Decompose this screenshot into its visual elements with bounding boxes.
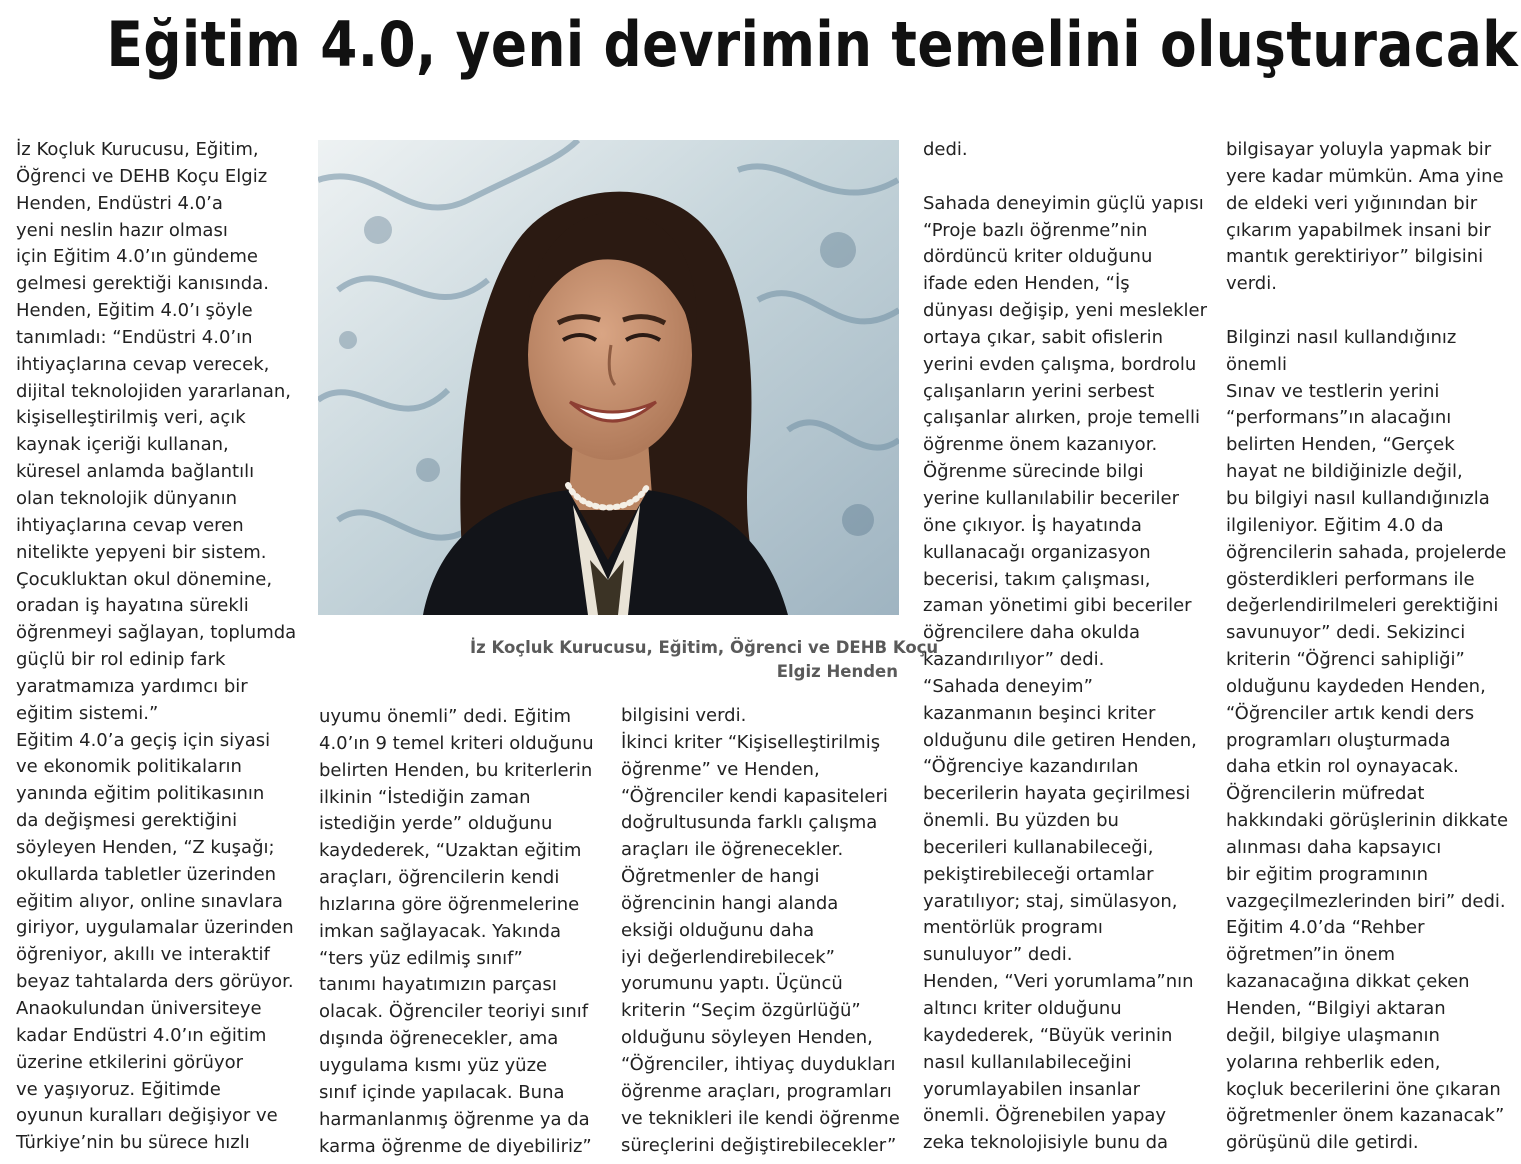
- text-line: “ters yüz edilmiş sınıf”: [319, 947, 523, 969]
- text-line: becerileri kullanabileceği,: [923, 836, 1154, 858]
- text-line: Öğrenci ve DEHB Koçu Elgiz: [16, 165, 268, 187]
- text-line: dışında öğrenecekler, ama: [319, 1028, 559, 1050]
- text-line: yerini evden çalışma, bordrolu: [923, 353, 1197, 375]
- text-line: mentörlük programı: [923, 917, 1103, 939]
- text-line: ve ekonomik politikaların: [16, 756, 242, 778]
- text-line: eğitim alıyor, online sınavlara: [16, 890, 283, 912]
- text-line: verdi.: [1226, 273, 1277, 295]
- text-line: değil, bilgiye ulaşmanın: [1226, 1024, 1440, 1046]
- text-line: Sınav ve testlerin yerini: [1226, 380, 1440, 402]
- text-line: becerilerin hayata geçirilmesi: [923, 783, 1191, 805]
- text-line: da değişmesi gerektiğini: [16, 810, 238, 832]
- text-line: çalışanlar alırken, proje temelli: [923, 407, 1201, 429]
- text-line: sunuluyor” dedi.: [923, 944, 1073, 966]
- text-line: çalışanların yerini serbest: [923, 380, 1155, 402]
- text-line: sınıf içinde yapılacak. Buna: [319, 1081, 565, 1103]
- text-line: 4.0’ın 9 temel kriteri olduğunu: [319, 732, 594, 754]
- text-line: dijital teknolojiden yararlanan,: [16, 380, 291, 402]
- text-line: dünyası değişip, yeni meslekler: [923, 300, 1208, 322]
- text-line: nitelikte yepyeni bir sistem.: [16, 541, 267, 563]
- text-line: önemli. Öğrenebilen yapay: [923, 1105, 1167, 1127]
- text-line: Henden, “Veri yorumlama”nın: [923, 971, 1194, 993]
- text-line: yolarına rehberlik eden,: [1226, 1051, 1441, 1073]
- text-line: Henden, Endüstri 4.0’a: [16, 192, 223, 214]
- photo-caption: [470, 636, 939, 684]
- text-line: ihtiyaçlarına cevap veren: [16, 514, 244, 536]
- text-line: de eldeki veri yığınından bir: [1226, 192, 1478, 214]
- article-column-2: [319, 704, 619, 1160]
- text-line: yerine kullanılabilir beceriler: [923, 487, 1179, 509]
- text-line: “Öğrenciler artık kendi ders: [1226, 702, 1475, 724]
- text-line: “Sahada deneyim”: [923, 675, 1093, 697]
- caption-line-1: İz Koçluk Kurucusu, Eğitim, Öğrenci ve DEHB Koçu: [470, 638, 939, 657]
- text-line: kriterin “Öğrenci sahipliği”: [1226, 649, 1465, 671]
- text-line: bir eğitim programının: [1226, 863, 1429, 885]
- text-line: nasıl kullanılabileceğini: [923, 1051, 1132, 1073]
- text-line: dedi.: [923, 139, 968, 160]
- text-line: araçları ile öğrenecekler.: [621, 839, 844, 861]
- text-line: dördüncü kriter olduğunu: [923, 246, 1153, 268]
- portrait-photo: [318, 140, 899, 615]
- text-line: Eğitim 4.0’da “Rehber: [1226, 917, 1425, 939]
- text-line: Türkiye’nin bu sürece hızlı: [16, 1132, 250, 1154]
- text-line: Sahada deneyimin güçlü yapısı: [923, 192, 1204, 214]
- text-line: Öğrencilerin müfredat: [1226, 783, 1425, 805]
- text-line: olduğunu söyleyen Henden,: [621, 1027, 873, 1049]
- paragraph-gap: [1226, 298, 1521, 325]
- text-line: yorumunu yaptı. Üçüncü: [621, 973, 843, 995]
- text-line: “Öğrenciler kendi kapasiteleri: [621, 785, 888, 807]
- text-line: koçluk becerilerini öne çıkaran: [1226, 1078, 1501, 1100]
- text-line: olduğunu dile getiren Henden,: [923, 729, 1197, 751]
- text-line: “Proje bazlı öğrenme”nin: [923, 219, 1148, 241]
- article-column-3: [621, 703, 921, 1159]
- text-line: yeni neslin hazır olması: [16, 219, 228, 241]
- text-line: gösterdikleri performans ile: [1226, 568, 1475, 590]
- caption-line-2: Elgiz Henden: [776, 662, 898, 681]
- text-line: ilkinin “İstediğin zaman: [319, 786, 531, 808]
- text-line: araçları, öğrencilerin kendi: [319, 867, 560, 889]
- text-line: “Öğrenciler, ihtiyaç duydukları: [621, 1053, 896, 1075]
- text-line: “Öğrenciye kazandırılan: [923, 756, 1139, 778]
- article-headline: Eğitim 4.0, yeni devrimin temelini oluşturacak: [106, 8, 1519, 81]
- text-line: görüşünü dile getirdi.: [1226, 1132, 1419, 1154]
- text-line: becerisi, takım çalışması,: [923, 568, 1151, 590]
- text-line: önemli: [1226, 353, 1288, 375]
- text-line: zaman yönetimi gibi beceriler: [923, 595, 1192, 617]
- text-line: kazandırılıyor” dedi.: [923, 649, 1105, 671]
- text-line: yere kadar mümkün. Ama yine: [1226, 165, 1504, 187]
- text-line: kadar Endüstri 4.0’ın eğitim: [16, 1024, 267, 1046]
- text-line: Anaokulundan üniversiteye: [16, 998, 262, 1019]
- text-line: bilgisayar yoluyla yapmak bir: [1226, 139, 1492, 160]
- text-line: gelmesi gerektiği kanısında.: [16, 273, 269, 295]
- text-line: olacak. Öğrenciler teoriyi sınıf: [319, 1001, 589, 1023]
- text-line: olduğunu kaydeden Henden,: [1226, 675, 1486, 697]
- text-line: bu bilgiyi nasıl kullandığınızla: [1226, 487, 1490, 509]
- article-column-4: [923, 137, 1223, 1157]
- text-line: öğrenme” ve Henden,: [621, 758, 820, 780]
- text-line: oyunun kuralları değişiyor ve: [16, 1105, 278, 1127]
- text-line: kazanmanın beşinci kriter: [923, 702, 1156, 724]
- text-line: eksiği olduğunu daha: [621, 919, 815, 941]
- text-line: ve teknikleri ile kendi öğrenme: [621, 1107, 900, 1129]
- text-line: beyaz tahtalarda ders görüyor.: [16, 971, 294, 993]
- text-line: öğrencinin hangi alanda: [621, 892, 839, 914]
- text-line: belirten Henden, “Gerçek: [1226, 434, 1455, 456]
- text-line: olan teknolojik dünyanın: [16, 487, 238, 509]
- text-line: ilgileniyor. Eğitim 4.0 da: [1226, 514, 1444, 536]
- text-line: vazgeçilmezlerinden biri” dedi.: [1226, 890, 1506, 912]
- text-line: kaydederek, “Büyük verinin: [923, 1024, 1173, 1046]
- text-line: altıncı kriter olduğunu: [923, 998, 1122, 1019]
- text-line: için Eğitim 4.0’ın gündeme: [16, 246, 258, 268]
- text-line: istediğin yerde” olduğunu: [319, 813, 553, 835]
- text-line: “performans”ın alacağını: [1226, 407, 1452, 429]
- text-line: tanımladı: “Endüstri 4.0’ın: [16, 326, 253, 348]
- text-line: öğrenme önem kazanıyor.: [923, 434, 1158, 456]
- paragraph-gap: [923, 164, 1223, 191]
- text-line: İkinci kriter “Kişiselleştirilmiş: [621, 731, 881, 753]
- text-line: daha etkin rol oynayacak.: [1226, 756, 1459, 778]
- article-column-1: [16, 137, 316, 1157]
- text-line: öğrenmeyi sağlayan, toplumda: [16, 622, 297, 644]
- text-line: pekiştirebileceği ortamlar: [923, 863, 1154, 885]
- text-line: alınması daha kapsayıcı: [1226, 836, 1442, 858]
- text-line: hakkındaki görüşlerinin dikkate: [1226, 810, 1509, 832]
- text-line: önemli. Bu yüzden bu: [923, 810, 1119, 832]
- text-line: Henden, Eğitim 4.0’ı şöyle: [16, 300, 253, 322]
- text-line: savunuyor” dedi. Sekizinci: [1226, 622, 1466, 644]
- text-line: imkan sağlayacak. Yakında: [319, 920, 561, 942]
- text-line: yaratmamıza yardımcı bir: [16, 675, 248, 697]
- text-line: ifade eden Henden, “İş: [923, 273, 1130, 295]
- text-line: kazanacağına dikkat çeken: [1226, 971, 1470, 993]
- text-line: hayat ne bildiğinizle değil,: [1226, 461, 1463, 483]
- text-line: öne çıkıyor. İş hayatında: [923, 514, 1142, 536]
- text-line: güçlü bir rol edinip fark: [16, 649, 226, 671]
- text-line: kaynak içeriği kullanan,: [16, 434, 229, 456]
- text-line: kullanacağı organizasyon: [923, 541, 1151, 563]
- text-line: yaratılıyor; staj, simülasyon,: [923, 890, 1178, 912]
- text-line: oradan iş hayatına sürekli: [16, 595, 249, 617]
- text-line: Bilginzi nasıl kullandığınız: [1226, 326, 1457, 348]
- text-line: tanımı hayatımızın parçası: [319, 974, 557, 996]
- text-line: Henden, “Bilgiyi aktaran: [1226, 998, 1446, 1019]
- text-line: öğrenme araçları, programları: [621, 1080, 892, 1102]
- text-line: yanında eğitim politikasının: [16, 783, 265, 805]
- text-line: Öğretmenler de hangi: [621, 866, 820, 888]
- text-line: programları oluşturmada: [1226, 729, 1451, 751]
- text-line: giriyor, uygulamalar üzerinden: [16, 917, 294, 939]
- text-line: uyumu önemli” dedi. Eğitim: [319, 706, 571, 727]
- text-line: söyleyen Henden, “Z kuşağı;: [16, 836, 275, 858]
- text-line: eğitim sistemi.”: [16, 702, 159, 724]
- text-line: okullarda tabletler üzerinden: [16, 863, 277, 885]
- text-line: kaydederek, “Uzaktan eğitim: [319, 840, 582, 862]
- text-line: küresel anlamda bağlantılı: [16, 461, 255, 483]
- text-line: öğretmen”in önem: [1226, 944, 1396, 966]
- text-line: uygulama kısmı yüz yüze: [319, 1054, 548, 1076]
- text-line: öğretmenler önem kazanacak”: [1226, 1105, 1505, 1127]
- text-line: doğrultusunda farklı çalışma: [621, 812, 878, 834]
- text-line: İz Koçluk Kurucusu, Eğitim,: [16, 139, 259, 160]
- text-line: Öğrenme sürecinde bilgi: [923, 461, 1144, 483]
- text-line: Çocukluktan okul dönemine,: [16, 568, 273, 590]
- text-line: iyi değerlendirebilecek”: [621, 946, 835, 968]
- text-line: yorumlayabilen insanlar: [923, 1078, 1141, 1100]
- text-line: kişiselleştirilmiş veri, açık: [16, 407, 246, 429]
- text-line: hızlarına göre öğrenmelerine: [319, 893, 580, 915]
- text-line: kriterin “Seçim özgürlüğü”: [621, 1000, 861, 1022]
- text-line: öğreniyor, akıllı ve interaktif: [16, 944, 270, 966]
- text-line: mantık gerektiriyor” bilgisini: [1226, 246, 1484, 268]
- text-line: süreçlerini değiştirebilecekler”: [621, 1134, 897, 1156]
- text-line: belirten Henden, bu kriterlerin: [319, 759, 593, 781]
- text-line: değerlendirilmeleri gerektiğini: [1226, 595, 1499, 617]
- text-line: öğrencilere daha okulda: [923, 622, 1141, 644]
- text-line: üzerine etkilerini görüyor: [16, 1051, 244, 1073]
- text-line: harmanlanmış öğrenme ya da: [319, 1108, 590, 1130]
- portrait-illustration: [318, 140, 899, 615]
- text-line: ortaya çıkar, sabit ofislerin: [923, 326, 1164, 348]
- text-line: ihtiyaçlarına cevap verecek,: [16, 353, 270, 375]
- text-line: Eğitim 4.0’a geçiş için siyasi: [16, 729, 271, 751]
- text-line: zeka teknolojisiyle bunu da: [923, 1132, 1169, 1154]
- text-line: karma öğrenme de diyebiliriz”: [319, 1135, 592, 1157]
- text-line: öğrencilerin sahada, projelerde: [1226, 541, 1507, 563]
- text-line: çıkarım yapabilmek insani bir: [1226, 219, 1491, 241]
- text-line: bilgisini verdi.: [621, 705, 747, 726]
- article-column-5: [1226, 137, 1521, 1157]
- text-line: ve yaşıyoruz. Eğitimde: [16, 1078, 221, 1100]
